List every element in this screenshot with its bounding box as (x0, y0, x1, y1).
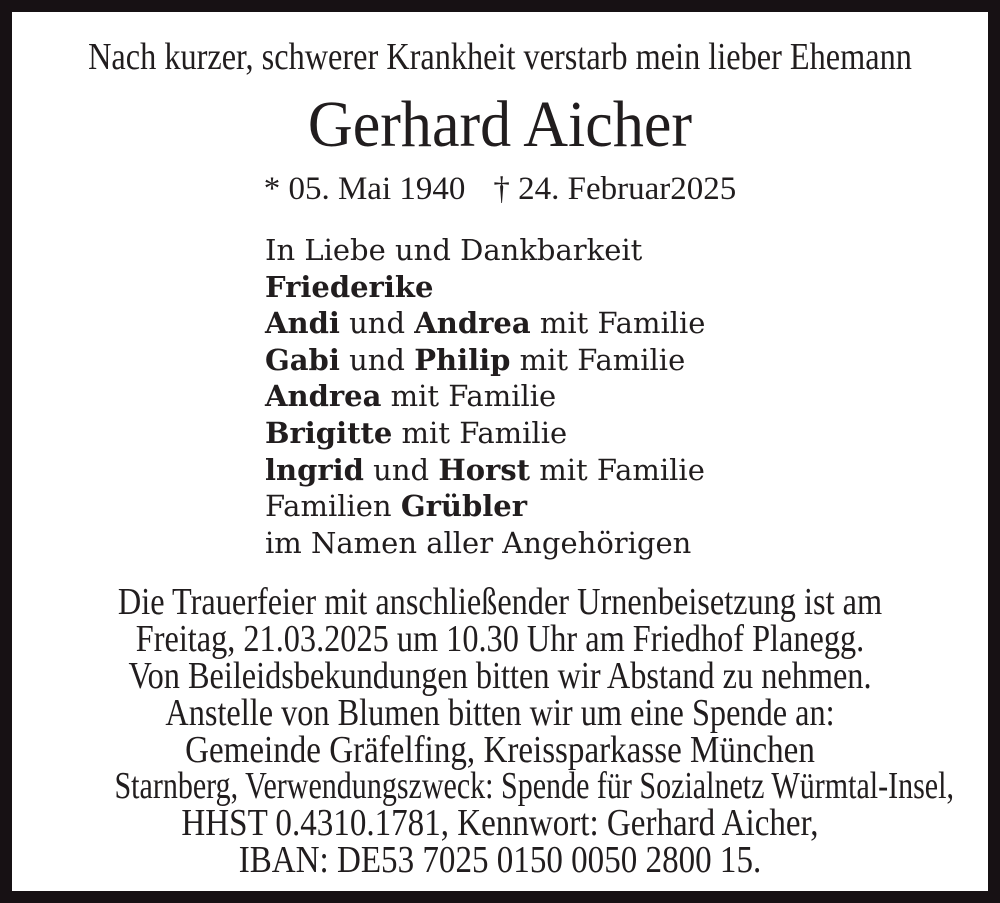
family-line (265, 269, 988, 306)
family-member-name: Grübler (400, 489, 527, 524)
death-date: † 24. Februar2025 (493, 171, 737, 207)
family-line (265, 488, 988, 525)
life-dates (12, 171, 988, 207)
family-member-name: Andrea (414, 306, 531, 341)
family-line-text: und (363, 452, 439, 487)
family-line (265, 415, 988, 452)
family-member-name: lngrid (265, 452, 364, 487)
family-line-text: im Namen aller Angehörigen (265, 525, 692, 560)
family-block (265, 232, 988, 561)
family-line-text: mit Familie (510, 342, 686, 377)
family-member-name: Horst (438, 452, 531, 487)
family-line (265, 232, 988, 269)
family-line (265, 305, 988, 342)
funeral-info-block (12, 581, 988, 881)
family-line (265, 342, 988, 379)
family-line-text: mit Familie (381, 379, 557, 414)
family-member-name: Friederike (265, 269, 434, 304)
family-line-text: mit Familie (392, 415, 568, 450)
family-line-text: mit Familie (530, 452, 705, 487)
funeral-info-line: Von Beileidsbekundungen bitten wir Abstand zu nehmen. (128, 654, 872, 697)
family-line-text: und (339, 306, 415, 341)
family-line-text: und (339, 342, 415, 377)
family-line-text: mit Familie (530, 306, 706, 341)
deceased-name: Gerhard Aicher (307, 88, 693, 161)
family-member-name: Brigitte (265, 415, 393, 450)
donation-line: Starnberg, Verwendungszweck: Spende für Sozialnetz Würmtal-Insel, (114, 765, 954, 808)
donation-line: Gemeinde Gräfelfing, Kreissparkasse München (185, 728, 815, 771)
family-member-name: Andi (265, 306, 340, 341)
family-line-text: In Liebe und Dankbarkeit (265, 233, 643, 267)
birth-date: * 05. Mai 1940 (263, 171, 466, 207)
funeral-info-line: Freitag, 21.03.2025 um 10.30 Uhr am Friedhof Planegg. (135, 618, 865, 661)
iban-line: IBAN: DE53 7025 0150 0050 2800 15. (238, 838, 762, 881)
family-line-text: Familien (265, 489, 401, 524)
donation-line: HHST 0.4310.1781, Kennwort: Gerhard Aicher, (181, 802, 819, 845)
funeral-info-line: Die Trauerfeier mit anschließender Urnenbeisetzung ist am (117, 581, 883, 624)
intro-line: Nach kurzer, schwerer Krankheit verstarb mein lieber Ehemann (88, 36, 912, 78)
family-member-name: Gabi (265, 342, 340, 377)
family-member-name: Philip (414, 342, 511, 377)
family-member-name: Andrea (265, 379, 382, 414)
family-line (265, 525, 988, 562)
donation-line: Anstelle von Blumen bitten wir um eine Spende an: (165, 691, 835, 734)
family-line (265, 378, 988, 415)
family-line (265, 452, 988, 489)
